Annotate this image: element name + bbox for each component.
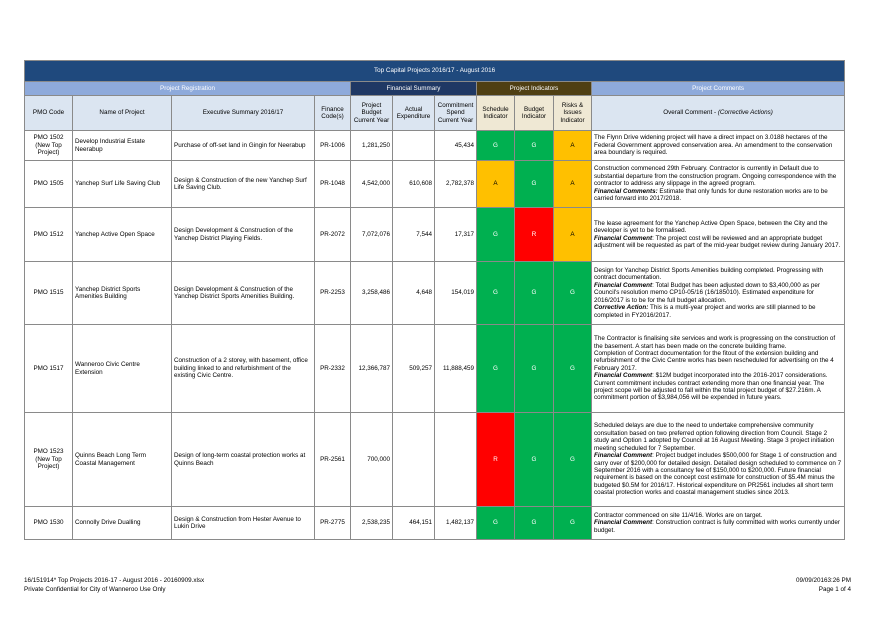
risks-indicator: G xyxy=(554,507,592,540)
comment-paragraph xyxy=(594,452,842,497)
comment-text: Estimate that only funds for dune restoration works are to be carried forward into 2017/2018. xyxy=(594,187,828,203)
comment-paragraph xyxy=(594,188,842,203)
project-budget-cell: 1,281,250 xyxy=(351,131,393,161)
actual-expenditure-cell xyxy=(393,131,435,161)
commitment-spend-cell: 2,782,378 xyxy=(435,161,477,208)
pmo-code-cell: PMO 1502 (New Top Project) xyxy=(25,131,73,161)
header-actual-expenditure: Actual Expenditure xyxy=(393,96,435,131)
project-name-cell: Connolly Drive Dualling xyxy=(73,507,172,540)
comment-paragraph xyxy=(594,519,842,534)
budget-indicator: G xyxy=(515,507,554,540)
executive-summary-cell: Design of long-term coastal protection works at Quinns Beach xyxy=(172,413,315,507)
risks-indicator: A xyxy=(554,131,592,161)
overall-comment-cell xyxy=(592,208,845,262)
comment-text: Scheduled delays are due to the need to undertake comprehensive community consultation based on two preferred option following direction from Council. Stage 2 study and Option 1 adopted by Council at 16 August Meeting. Stage 3 project initiation meeting scheduled for 7 September. xyxy=(594,422,835,452)
report-title: Top Capital Projects 2016/17 - August 2016 xyxy=(25,61,845,82)
table-row xyxy=(25,413,845,507)
overall-comment-cell xyxy=(592,507,845,540)
finance-code-cell: PR-2775 xyxy=(315,507,351,540)
actual-expenditure-cell: 4,648 xyxy=(393,262,435,325)
comment-paragraph xyxy=(594,267,842,282)
schedule-indicator: G xyxy=(477,262,515,325)
table-row xyxy=(25,131,845,161)
risks-indicator: G xyxy=(554,262,592,325)
header-project-budget: Project Budget Current Year xyxy=(351,96,393,131)
actual-expenditure-cell: 509,257 xyxy=(393,325,435,413)
comment-paragraph xyxy=(594,304,842,319)
pmo-code-cell: PMO 1523 (New Top Project) xyxy=(25,413,73,507)
pmo-code-cell: PMO 1530 xyxy=(25,507,73,540)
budget-indicator: G xyxy=(515,131,554,161)
comment-paragraph xyxy=(594,512,842,519)
commitment-spend-cell: 17,317 xyxy=(435,208,477,262)
project-budget-cell: 3,258,486 xyxy=(351,262,393,325)
table-row xyxy=(25,208,845,262)
footer-file-name: 16/151914* Top Projects 2016-17 - August 2016 - 20160909.xlsx xyxy=(24,577,205,584)
group-project-comments: Project Comments xyxy=(592,82,845,96)
comment-text: : $12M budget incorporated into the 2016-2017 considerations. Current commitment includes contract extending more than one financial year. The project scope will be adjusted to fall within the total project budget of $27.216m. A commitment portion of $3,984,056 will be expended in future years. xyxy=(594,372,828,402)
group-financial-summary: Financial Summary xyxy=(351,82,477,96)
budget-indicator: G xyxy=(515,325,554,413)
footer-confidential-note: Private Confidential for City of Wanneroo Use Only xyxy=(24,585,166,593)
comment-text: This is a multi-year project and works are still planned to be completed in FY2016/2017. xyxy=(594,304,816,319)
header-pmo-code: PMO Code xyxy=(25,96,73,131)
comment-paragraph xyxy=(594,422,842,452)
projects-table xyxy=(24,60,845,540)
footer-page-number: Page 1 of 4 xyxy=(818,585,851,593)
actual-expenditure-cell: 464,151 xyxy=(393,507,435,540)
comment-text: Design for Yanchep District Sports Amenities building completed. Progressing with contract documentation. xyxy=(594,267,824,282)
header-overall-comment xyxy=(592,96,845,131)
header-corrective-actions: (Corrective Actions) xyxy=(717,109,773,117)
finance-code-cell: PR-2332 xyxy=(315,325,351,413)
executive-summary-cell: Design & Construction of the new Yanchep Surf Life Saving Club. xyxy=(172,161,315,208)
commitment-spend-cell xyxy=(435,413,477,507)
comment-paragraph xyxy=(594,350,842,372)
pmo-code-cell: PMO 1517 xyxy=(25,325,73,413)
comment-label: Financial Comments: xyxy=(594,187,658,195)
header-commitment-spend: Commitment Spend Current Year xyxy=(435,96,477,131)
actual-expenditure-cell: 7,544 xyxy=(393,208,435,262)
schedule-indicator: G xyxy=(477,507,515,540)
comment-label: Financial Comment xyxy=(594,452,653,460)
executive-summary-cell: Construction of a 2 storey, with basement, office building linked to and refurbishment of the existing Civic Centre. xyxy=(172,325,315,413)
budget-indicator: G xyxy=(515,262,554,325)
project-budget-cell: 2,538,235 xyxy=(351,507,393,540)
header-executive-summary: Executive Summary 2016/17 xyxy=(172,96,315,131)
footer-right xyxy=(796,577,851,595)
comment-text: : The project cost will be reviewed and an appropriate budget adjustment will be requested as part of the mid-year budget review during January 2017. xyxy=(594,234,841,249)
header-finance-code: Finance Code(s) xyxy=(315,96,351,131)
comment-paragraph xyxy=(594,235,842,250)
project-name-cell: Wanneroo Civic Centre Extension xyxy=(73,325,172,413)
comment-label: Financial Comment xyxy=(594,281,653,289)
overall-comment-cell xyxy=(592,131,845,161)
project-name-cell: Develop Industrial Estate Neerabup xyxy=(73,131,172,161)
table-row xyxy=(25,262,845,325)
schedule-indicator: G xyxy=(477,131,515,161)
risks-indicator: A xyxy=(554,208,592,262)
comment-text: The lease agreement for the Yanchep Active Open Space, between the City and the developer is yet to be formalised. xyxy=(594,219,828,235)
budget-indicator: G xyxy=(515,161,554,208)
finance-code-cell: PR-1048 xyxy=(315,161,351,208)
comment-paragraph xyxy=(594,220,842,235)
schedule-indicator: G xyxy=(477,208,515,262)
comment-text: Contractor commenced on site 11/4/16. Works are on target. xyxy=(594,511,763,519)
commitment-spend-cell: 11,888,459 xyxy=(435,325,477,413)
executive-summary-cell: Purchase of off-set land in Gingin for Neerabup xyxy=(172,131,315,161)
executive-summary-cell: Design & Construction from Hester Avenue to Lukin Drive xyxy=(172,507,315,540)
budget-indicator: R xyxy=(515,208,554,262)
project-name-cell: Quinns Beach Long Term Coastal Management xyxy=(73,413,172,507)
comment-text: Completion of Contract documentation for the fitout of the extension building and refurbishment of the Civic Centre works has been rescheduled for advertising on the 4 February 2017. xyxy=(594,349,834,372)
comment-text: The Flynn Drive widening project will have a direct impact on 3.0188 hectares of the Federal Government approved conservation area. An amendment to the conservation area boundary is required. xyxy=(594,134,833,157)
table-body xyxy=(25,131,845,540)
table-row xyxy=(25,507,845,540)
comment-text: : Construction contract is fully committed with works currently under budget. xyxy=(594,519,841,534)
comment-label: Corrective Action: xyxy=(594,304,649,312)
risks-indicator: G xyxy=(554,325,592,413)
actual-expenditure-cell xyxy=(393,413,435,507)
risks-indicator: A xyxy=(554,161,592,208)
comment-paragraph xyxy=(594,372,842,402)
overall-comment-cell xyxy=(592,262,845,325)
finance-code-cell: PR-2561 xyxy=(315,413,351,507)
header-project-name: Name of Project xyxy=(73,96,172,131)
group-project-registration: Project Registration xyxy=(25,82,351,96)
budget-indicator: G xyxy=(515,413,554,507)
finance-code-cell: PR-1006 xyxy=(315,131,351,161)
commitment-spend-cell: 154,019 xyxy=(435,262,477,325)
schedule-indicator: A xyxy=(477,161,515,208)
table-row xyxy=(25,161,845,208)
pmo-code-cell: PMO 1515 xyxy=(25,262,73,325)
footer-print-date: 09/09/20163:26 PM xyxy=(796,577,851,584)
commitment-spend-cell: 45,434 xyxy=(435,131,477,161)
comment-label: Financial Comment xyxy=(594,372,653,380)
project-budget-cell: 7,072,076 xyxy=(351,208,393,262)
pmo-code-cell: PMO 1505 xyxy=(25,161,73,208)
group-project-indicators: Project Indicators xyxy=(477,82,592,96)
comment-label: Financial Comment xyxy=(594,519,653,527)
project-name-cell: Yanchep District Sports Amenities Building xyxy=(73,262,172,325)
table-row xyxy=(25,325,845,413)
overall-comment-cell xyxy=(592,413,845,507)
schedule-indicator: R xyxy=(477,413,515,507)
comment-label: Financial Comment xyxy=(594,234,653,242)
finance-code-cell: PR-2253 xyxy=(315,262,351,325)
comment-paragraph xyxy=(594,282,842,304)
comment-text: : Project budget includes $500,000 for Stage 1 of construction and carry over of $200,000 for detailed design. Detailed design scheduled to commence on 7 September 2016 with a consultancy fee of $150,000 to $200,000. Future financial requirement is based on the concept cost estimate for construction of $5.4M minus the budgeted $0.5M for 2016/17. Historical expenditure on PR2561 includes all short term coastal protection works and coastal management studies since 2013. xyxy=(594,452,842,497)
finance-code-cell: PR-2072 xyxy=(315,208,351,262)
actual-expenditure-cell: 610,608 xyxy=(393,161,435,208)
pmo-code-cell: PMO 1512 xyxy=(25,208,73,262)
comment-paragraph xyxy=(594,335,842,350)
project-name-cell: Yanchep Surf Life Saving Club xyxy=(73,161,172,208)
executive-summary-cell: Design Development & Construction of the Yanchep District Sports Amenities Building. xyxy=(172,262,315,325)
schedule-indicator: G xyxy=(477,325,515,413)
header-budget-indicator: Budget Indicator xyxy=(515,96,554,131)
comment-text: : Total Budget has been adjusted down to $3,400,000 as per Council's resolution memo CP10-05/16 (16/185010). Estimated expenditure for 2016/2017 is to be for the full budget allocation. xyxy=(594,281,821,304)
commitment-spend-cell: 1,482,137 xyxy=(435,507,477,540)
project-budget-cell: 700,000 xyxy=(351,413,393,507)
project-budget-cell: 4,542,000 xyxy=(351,161,393,208)
comment-text: Construction commenced 29th February. Contractor is currently in Default due to substantial departure from the construction program. Ongoing correspondence with the contractor to address any slippage in the agreed program. xyxy=(594,165,837,188)
executive-summary-cell: Design Development & Construction of the Yanchep District Playing Fields. xyxy=(172,208,315,262)
header-overall-comment-text: Overall Comment - xyxy=(663,109,718,117)
project-name-cell: Yanchep Active Open Space xyxy=(73,208,172,262)
header-schedule-indicator: Schedule Indicator xyxy=(477,96,515,131)
comment-text: The Contractor is finalising site services and work is progressing on the construction of the basement. A start has been made on the concrete building frame. xyxy=(594,335,836,350)
project-budget-cell: 12,366,787 xyxy=(351,325,393,413)
header-risks-indicator: Risks & Issues Indicator xyxy=(554,96,592,131)
overall-comment-cell xyxy=(592,161,845,208)
comment-paragraph xyxy=(594,165,842,187)
comment-paragraph xyxy=(594,134,842,156)
overall-comment-cell xyxy=(592,325,845,413)
risks-indicator: G xyxy=(554,413,592,507)
footer-left xyxy=(24,577,204,595)
